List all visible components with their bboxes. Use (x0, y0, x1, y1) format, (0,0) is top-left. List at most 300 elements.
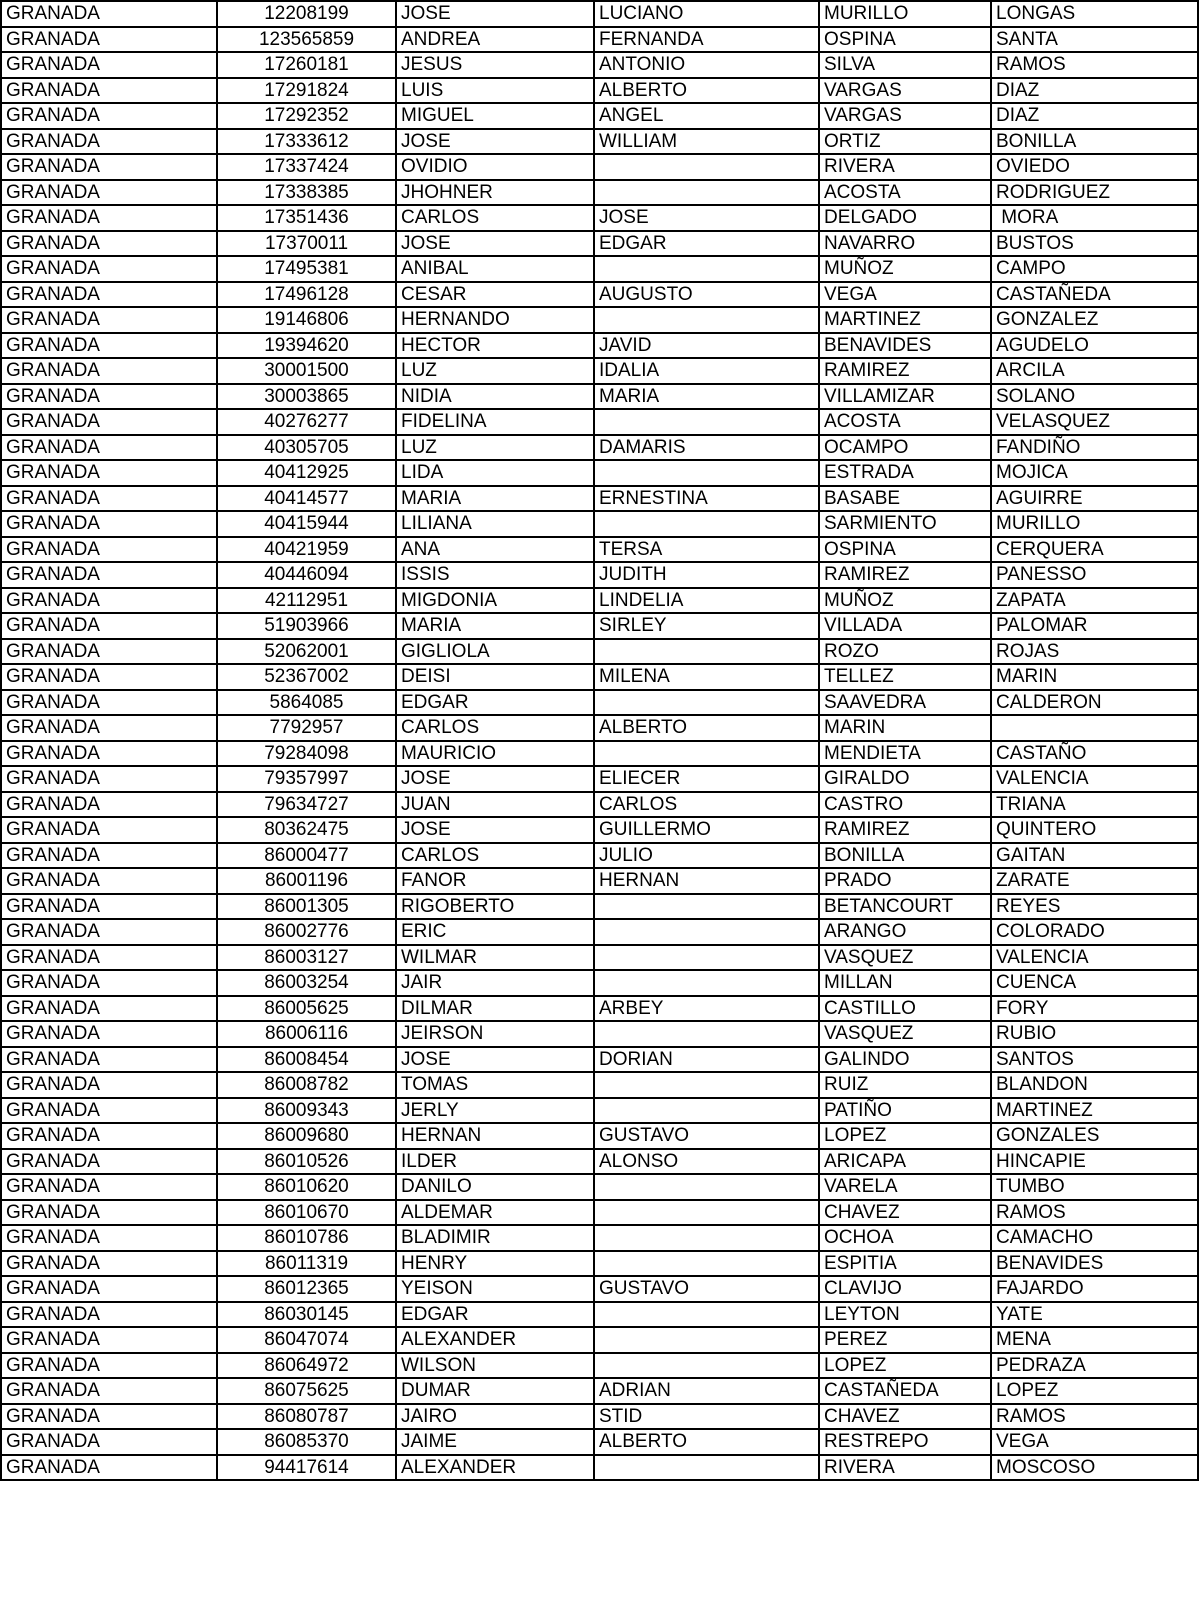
municipality-cell: GRANADA (1, 919, 217, 945)
middle-name-cell (594, 1174, 819, 1200)
middle-name-cell: JULIO (594, 843, 819, 869)
first-surname-cell: VASQUEZ (819, 1021, 991, 1047)
table-row (1, 792, 1198, 818)
table-row (1, 231, 1198, 257)
first-name-cell: BLADIMIR (396, 1225, 594, 1251)
middle-name-cell (594, 1225, 819, 1251)
municipality-cell: GRANADA (1, 1225, 217, 1251)
middle-name-cell: IDALIA (594, 358, 819, 384)
table-row (1, 945, 1198, 971)
first-name-cell: ALDEMAR (396, 1200, 594, 1226)
first-surname-cell: VILLADA (819, 613, 991, 639)
first-surname-cell: ORTIZ (819, 129, 991, 155)
table-row (1, 154, 1198, 180)
first-surname-cell: RAMIREZ (819, 817, 991, 843)
middle-name-cell (594, 180, 819, 206)
first-surname-cell: CASTILLO (819, 996, 991, 1022)
first-surname-cell: GIRALDO (819, 766, 991, 792)
middle-name-cell (594, 1098, 819, 1124)
municipality-cell: GRANADA (1, 1174, 217, 1200)
municipality-cell: GRANADA (1, 1327, 217, 1353)
municipality-cell: GRANADA (1, 1378, 217, 1404)
first-surname-cell: MURILLO (819, 1, 991, 27)
second-surname-cell: MARTINEZ (991, 1098, 1198, 1124)
id-number-cell: 86003127 (217, 945, 396, 971)
first-surname-cell: SILVA (819, 52, 991, 78)
table-row (1, 1174, 1198, 1200)
table-row (1, 1047, 1198, 1073)
id-number-cell: 94417614 (217, 1455, 396, 1481)
first-name-cell: JOSE (396, 231, 594, 257)
second-surname-cell: ARCILA (991, 358, 1198, 384)
second-surname-cell: TUMBO (991, 1174, 1198, 1200)
second-surname-cell: MOJICA (991, 460, 1198, 486)
first-name-cell: JOSE (396, 817, 594, 843)
second-surname-cell: PALOMAR (991, 613, 1198, 639)
id-number-cell: 7792957 (217, 715, 396, 741)
first-surname-cell: PATIÑO (819, 1098, 991, 1124)
municipality-cell: GRANADA (1, 1302, 217, 1328)
first-name-cell: CARLOS (396, 715, 594, 741)
first-name-cell: JOSE (396, 129, 594, 155)
id-number-cell: 19394620 (217, 333, 396, 359)
table-row (1, 970, 1198, 996)
second-surname-cell: REYES (991, 894, 1198, 920)
first-surname-cell: RIVERA (819, 1455, 991, 1481)
second-surname-cell: YATE (991, 1302, 1198, 1328)
middle-name-cell: HERNAN (594, 868, 819, 894)
id-number-cell: 5864085 (217, 690, 396, 716)
first-surname-cell: DELGADO (819, 205, 991, 231)
second-surname-cell: GAITAN (991, 843, 1198, 869)
first-name-cell: JAIME (396, 1429, 594, 1455)
first-name-cell: FIDELINA (396, 409, 594, 435)
second-surname-cell: VEGA (991, 1429, 1198, 1455)
id-number-cell: 86010786 (217, 1225, 396, 1251)
id-number-cell: 40276277 (217, 409, 396, 435)
municipality-cell: GRANADA (1, 384, 217, 410)
municipality-cell: GRANADA (1, 205, 217, 231)
municipality-cell: GRANADA (1, 537, 217, 563)
middle-name-cell: GUILLERMO (594, 817, 819, 843)
first-surname-cell: CASTAÑEDA (819, 1378, 991, 1404)
municipality-cell: GRANADA (1, 486, 217, 512)
table-row (1, 52, 1198, 78)
first-name-cell: JERLY (396, 1098, 594, 1124)
first-name-cell: MAURICIO (396, 741, 594, 767)
first-name-cell: ISSIS (396, 562, 594, 588)
id-number-cell: 17337424 (217, 154, 396, 180)
middle-name-cell (594, 1200, 819, 1226)
first-name-cell: TOMAS (396, 1072, 594, 1098)
table-row (1, 817, 1198, 843)
municipality-cell: GRANADA (1, 180, 217, 206)
first-name-cell: DUMAR (396, 1378, 594, 1404)
id-number-cell: 17260181 (217, 52, 396, 78)
municipality-cell: GRANADA (1, 639, 217, 665)
first-surname-cell: VILLAMIZAR (819, 384, 991, 410)
table-row (1, 1404, 1198, 1430)
second-surname-cell: CASTAÑO (991, 741, 1198, 767)
middle-name-cell (594, 1072, 819, 1098)
second-surname-cell: OVIEDO (991, 154, 1198, 180)
first-name-cell: CESAR (396, 282, 594, 308)
first-name-cell: CARLOS (396, 843, 594, 869)
first-name-cell: LUZ (396, 358, 594, 384)
first-surname-cell: BONILLA (819, 843, 991, 869)
middle-name-cell: TERSA (594, 537, 819, 563)
first-name-cell: RIGOBERTO (396, 894, 594, 920)
first-surname-cell: CLAVIJO (819, 1276, 991, 1302)
first-surname-cell: CASTRO (819, 792, 991, 818)
id-number-cell: 86030145 (217, 1302, 396, 1328)
municipality-cell: GRANADA (1, 664, 217, 690)
middle-name-cell: ALBERTO (594, 1429, 819, 1455)
table-row (1, 690, 1198, 716)
municipality-cell: GRANADA (1, 690, 217, 716)
table-row (1, 715, 1198, 741)
municipality-cell: GRANADA (1, 766, 217, 792)
municipality-cell: GRANADA (1, 996, 217, 1022)
table-row (1, 1378, 1198, 1404)
table-row (1, 613, 1198, 639)
municipality-cell: GRANADA (1, 103, 217, 129)
middle-name-cell: GUSTAVO (594, 1123, 819, 1149)
first-surname-cell: LOPEZ (819, 1123, 991, 1149)
municipality-cell: GRANADA (1, 52, 217, 78)
first-name-cell: DEISI (396, 664, 594, 690)
first-surname-cell: CHAVEZ (819, 1404, 991, 1430)
second-surname-cell: CASTAÑEDA (991, 282, 1198, 308)
municipality-cell: GRANADA (1, 27, 217, 53)
first-surname-cell: ACOSTA (819, 180, 991, 206)
first-surname-cell: ESPITIA (819, 1251, 991, 1277)
first-surname-cell: RUIZ (819, 1072, 991, 1098)
id-number-cell: 86008782 (217, 1072, 396, 1098)
middle-name-cell (594, 1327, 819, 1353)
municipality-cell: GRANADA (1, 562, 217, 588)
id-number-cell: 86001196 (217, 868, 396, 894)
id-number-cell: 17351436 (217, 205, 396, 231)
id-number-cell: 86008454 (217, 1047, 396, 1073)
table-row (1, 27, 1198, 53)
second-surname-cell: CAMACHO (991, 1225, 1198, 1251)
first-surname-cell: PRADO (819, 868, 991, 894)
municipality-cell: GRANADA (1, 1200, 217, 1226)
first-name-cell: MIGUEL (396, 103, 594, 129)
municipality-cell: GRANADA (1, 945, 217, 971)
first-name-cell: HECTOR (396, 333, 594, 359)
second-surname-cell: VALENCIA (991, 766, 1198, 792)
middle-name-cell (594, 1353, 819, 1379)
second-surname-cell: BONILLA (991, 129, 1198, 155)
second-surname-cell: AGUDELO (991, 333, 1198, 359)
first-name-cell: JOSE (396, 1, 594, 27)
id-number-cell: 86003254 (217, 970, 396, 996)
municipality-cell: GRANADA (1, 1149, 217, 1175)
table-row (1, 103, 1198, 129)
table-row (1, 1251, 1198, 1277)
middle-name-cell (594, 307, 819, 333)
second-surname-cell: RAMOS (991, 52, 1198, 78)
id-number-cell: 86064972 (217, 1353, 396, 1379)
id-number-cell: 86011319 (217, 1251, 396, 1277)
municipality-cell: GRANADA (1, 792, 217, 818)
id-number-cell: 17291824 (217, 78, 396, 104)
first-surname-cell: OSPINA (819, 537, 991, 563)
table-row (1, 1072, 1198, 1098)
middle-name-cell (594, 1021, 819, 1047)
second-surname-cell (991, 715, 1198, 741)
id-number-cell: 17495381 (217, 256, 396, 282)
first-name-cell: WILSON (396, 1353, 594, 1379)
middle-name-cell: GUSTAVO (594, 1276, 819, 1302)
second-surname-cell: FANDIÑO (991, 435, 1198, 461)
middle-name-cell: JUDITH (594, 562, 819, 588)
first-name-cell: ANA (396, 537, 594, 563)
municipality-cell: GRANADA (1, 460, 217, 486)
first-name-cell: EDGAR (396, 1302, 594, 1328)
table-row (1, 537, 1198, 563)
id-number-cell: 17292352 (217, 103, 396, 129)
first-name-cell: JOSE (396, 766, 594, 792)
first-surname-cell: RAMIREZ (819, 358, 991, 384)
first-name-cell: LIDA (396, 460, 594, 486)
table-row (1, 384, 1198, 410)
middle-name-cell: DAMARIS (594, 435, 819, 461)
id-number-cell: 86080787 (217, 1404, 396, 1430)
first-name-cell: MARIA (396, 613, 594, 639)
first-name-cell: WILMAR (396, 945, 594, 971)
table-row (1, 1327, 1198, 1353)
table-row (1, 562, 1198, 588)
middle-name-cell (594, 1251, 819, 1277)
first-name-cell: JUAN (396, 792, 594, 818)
middle-name-cell: ARBEY (594, 996, 819, 1022)
table-row (1, 282, 1198, 308)
id-number-cell: 86010620 (217, 1174, 396, 1200)
id-number-cell: 40421959 (217, 537, 396, 563)
id-number-cell: 86085370 (217, 1429, 396, 1455)
first-surname-cell: MARIN (819, 715, 991, 741)
municipality-cell: GRANADA (1, 231, 217, 257)
middle-name-cell (594, 690, 819, 716)
middle-name-cell: CARLOS (594, 792, 819, 818)
table-row (1, 1149, 1198, 1175)
municipality-cell: GRANADA (1, 511, 217, 537)
municipality-cell: GRANADA (1, 307, 217, 333)
first-name-cell: JHOHNER (396, 180, 594, 206)
middle-name-cell (594, 741, 819, 767)
second-surname-cell: QUINTERO (991, 817, 1198, 843)
second-surname-cell: CAMPO (991, 256, 1198, 282)
first-name-cell: ALEXANDER (396, 1455, 594, 1481)
first-surname-cell: PEREZ (819, 1327, 991, 1353)
id-number-cell: 86010526 (217, 1149, 396, 1175)
middle-name-cell: ANTONIO (594, 52, 819, 78)
second-surname-cell: LOPEZ (991, 1378, 1198, 1404)
second-surname-cell: GONZALEZ (991, 307, 1198, 333)
first-surname-cell: CHAVEZ (819, 1200, 991, 1226)
middle-name-cell (594, 460, 819, 486)
middle-name-cell: SIRLEY (594, 613, 819, 639)
first-surname-cell: MUÑOZ (819, 588, 991, 614)
id-number-cell: 79357997 (217, 766, 396, 792)
middle-name-cell: JAVID (594, 333, 819, 359)
second-surname-cell: HINCAPIE (991, 1149, 1198, 1175)
municipality-cell: GRANADA (1, 868, 217, 894)
first-name-cell: DILMAR (396, 996, 594, 1022)
id-number-cell: 42112951 (217, 588, 396, 614)
first-surname-cell: VASQUEZ (819, 945, 991, 971)
first-name-cell: CARLOS (396, 205, 594, 231)
middle-name-cell: ALBERTO (594, 78, 819, 104)
table-body (1, 1, 1198, 1480)
second-surname-cell: LONGAS (991, 1, 1198, 27)
municipality-cell: GRANADA (1, 894, 217, 920)
second-surname-cell: SANTA (991, 27, 1198, 53)
second-surname-cell: RAMOS (991, 1200, 1198, 1226)
second-surname-cell: PANESSO (991, 562, 1198, 588)
table-row (1, 588, 1198, 614)
first-name-cell: ANDREA (396, 27, 594, 53)
middle-name-cell: JOSE (594, 205, 819, 231)
first-name-cell: ERIC (396, 919, 594, 945)
first-surname-cell: OCAMPO (819, 435, 991, 461)
middle-name-cell (594, 1302, 819, 1328)
municipality-cell: GRANADA (1, 435, 217, 461)
table-row (1, 256, 1198, 282)
id-number-cell: 86047074 (217, 1327, 396, 1353)
first-name-cell: JAIRO (396, 1404, 594, 1430)
table-row (1, 868, 1198, 894)
id-number-cell: 30001500 (217, 358, 396, 384)
municipality-cell: GRANADA (1, 1276, 217, 1302)
second-surname-cell: RAMOS (991, 1404, 1198, 1430)
municipality-cell: GRANADA (1, 843, 217, 869)
table-row (1, 511, 1198, 537)
municipality-cell: GRANADA (1, 1047, 217, 1073)
municipality-cell: GRANADA (1, 1072, 217, 1098)
municipality-cell: GRANADA (1, 282, 217, 308)
municipality-cell: GRANADA (1, 1404, 217, 1430)
table-row (1, 1123, 1198, 1149)
first-surname-cell: RESTREPO (819, 1429, 991, 1455)
table-row (1, 1302, 1198, 1328)
table-row (1, 996, 1198, 1022)
id-number-cell: 17496128 (217, 282, 396, 308)
middle-name-cell: ADRIAN (594, 1378, 819, 1404)
table-row (1, 1353, 1198, 1379)
municipality-cell: GRANADA (1, 741, 217, 767)
second-surname-cell: SOLANO (991, 384, 1198, 410)
first-name-cell: JEIRSON (396, 1021, 594, 1047)
first-surname-cell: NAVARRO (819, 231, 991, 257)
id-number-cell: 79284098 (217, 741, 396, 767)
first-surname-cell: ROZO (819, 639, 991, 665)
table-row (1, 894, 1198, 920)
second-surname-cell: BENAVIDES (991, 1251, 1198, 1277)
first-name-cell: JOSE (396, 1047, 594, 1073)
second-surname-cell: MORA (991, 205, 1198, 231)
id-number-cell: 52367002 (217, 664, 396, 690)
municipality-cell: GRANADA (1, 409, 217, 435)
id-number-cell: 40446094 (217, 562, 396, 588)
id-number-cell: 40414577 (217, 486, 396, 512)
municipality-cell: GRANADA (1, 358, 217, 384)
middle-name-cell (594, 945, 819, 971)
middle-name-cell: EDGAR (594, 231, 819, 257)
id-number-cell: 86002776 (217, 919, 396, 945)
municipality-cell: GRANADA (1, 817, 217, 843)
middle-name-cell (594, 894, 819, 920)
id-number-cell: 19146806 (217, 307, 396, 333)
table-row (1, 1276, 1198, 1302)
id-number-cell: 80362475 (217, 817, 396, 843)
first-name-cell: GIGLIOLA (396, 639, 594, 665)
middle-name-cell: ERNESTINA (594, 486, 819, 512)
first-name-cell: HENRY (396, 1251, 594, 1277)
table-row (1, 358, 1198, 384)
first-surname-cell: BASABE (819, 486, 991, 512)
second-surname-cell: MENA (991, 1327, 1198, 1353)
first-surname-cell: SAAVEDRA (819, 690, 991, 716)
middle-name-cell (594, 511, 819, 537)
second-surname-cell: CERQUERA (991, 537, 1198, 563)
second-surname-cell: MOSCOSO (991, 1455, 1198, 1481)
id-number-cell: 40412925 (217, 460, 396, 486)
id-number-cell: 123565859 (217, 27, 396, 53)
first-surname-cell: VEGA (819, 282, 991, 308)
middle-name-cell (594, 256, 819, 282)
middle-name-cell (594, 154, 819, 180)
table-row (1, 409, 1198, 435)
second-surname-cell: SANTOS (991, 1047, 1198, 1073)
table-row (1, 1098, 1198, 1124)
table-row (1, 664, 1198, 690)
id-number-cell: 86010670 (217, 1200, 396, 1226)
second-surname-cell: BUSTOS (991, 231, 1198, 257)
table-row (1, 1200, 1198, 1226)
second-surname-cell: DIAZ (991, 103, 1198, 129)
second-surname-cell: COLORADO (991, 919, 1198, 945)
first-name-cell: LUIS (396, 78, 594, 104)
table-row (1, 1455, 1198, 1481)
first-surname-cell: SARMIENTO (819, 511, 991, 537)
middle-name-cell: LUCIANO (594, 1, 819, 27)
first-surname-cell: MUÑOZ (819, 256, 991, 282)
municipality-cell: GRANADA (1, 256, 217, 282)
municipality-cell: GRANADA (1, 129, 217, 155)
first-surname-cell: VARELA (819, 1174, 991, 1200)
first-name-cell: FANOR (396, 868, 594, 894)
middle-name-cell (594, 919, 819, 945)
middle-name-cell: MARIA (594, 384, 819, 410)
municipality-cell: GRANADA (1, 1123, 217, 1149)
middle-name-cell: ALONSO (594, 1149, 819, 1175)
middle-name-cell: DORIAN (594, 1047, 819, 1073)
second-surname-cell: PEDRAZA (991, 1353, 1198, 1379)
municipality-cell: GRANADA (1, 588, 217, 614)
table-row (1, 741, 1198, 767)
first-surname-cell: VARGAS (819, 103, 991, 129)
second-surname-cell: FAJARDO (991, 1276, 1198, 1302)
table-row (1, 307, 1198, 333)
id-number-cell: 12208199 (217, 1, 396, 27)
municipality-cell: GRANADA (1, 78, 217, 104)
first-surname-cell: MARTINEZ (819, 307, 991, 333)
municipality-cell: GRANADA (1, 1098, 217, 1124)
